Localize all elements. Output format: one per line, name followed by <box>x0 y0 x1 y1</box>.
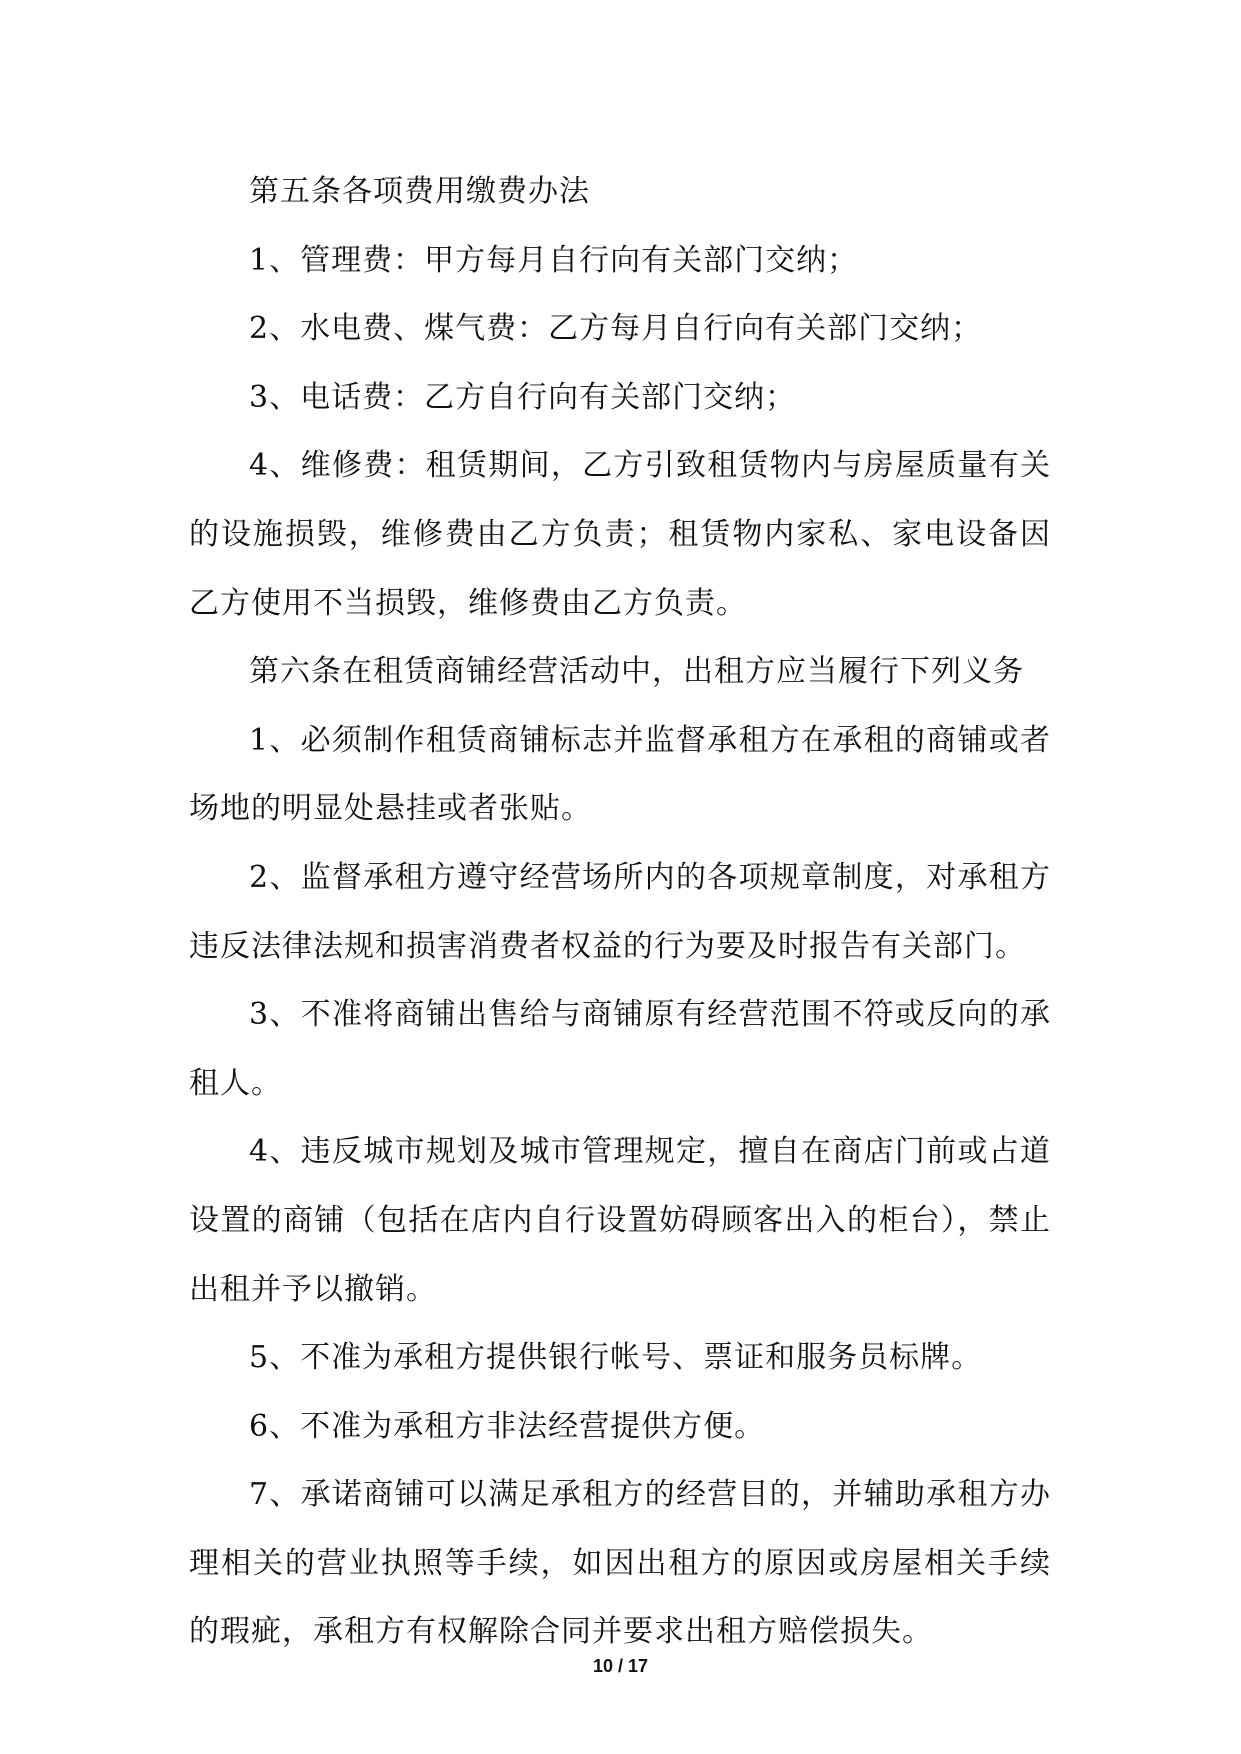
list-item: 7、承诺商铺可以满足承租方的经营目的，并辅助承租方办理相关的营业执照等手续，如因出租方的原因或房屋相关手续的瑕疵，承租方有权解除合同并要求出租方赔偿损失。 <box>189 1477 1051 1650</box>
list-item: 1、必须制作租赁商铺标志并监督承租方在承租的商铺或者场地的明显处悬挂或者张贴。 <box>189 722 1051 827</box>
list-item: 6、不准为承租方非法经营提供方便。 <box>249 1408 766 1444</box>
list-item: 3、不准将商铺出售给与商铺原有经营范围不符或反向的承租人。 <box>189 997 1051 1101</box>
list-item: 3、电话费：乙方自行向有关部门交纳； <box>249 379 797 415</box>
list-item: 4、违反城市规划及城市管理规定，擅自在商店门前或占道设置的商铺（包括在店内自行设置妨碍顾客出入的柜台），禁止出租并予以撤销。 <box>189 1134 1051 1307</box>
page-number: 10 / 17 <box>592 1656 649 1676</box>
list-item: 5、不准为承租方提供银行帐号、票证和服务员标牌。 <box>249 1340 983 1376</box>
list-item: 2、监督承租方遵守经营场所内的各项规章制度，对承租方违反法律法规和损害消费者权益的行为要及时报告有关部门。 <box>189 859 1051 964</box>
list-item: 4、维修费：租赁期间，乙方引致租赁物内与房屋质量有关的设施损毁，维修费由乙方负责；租赁物内家私、家电设备因乙方使用不当损毁，维修费由乙方负责。 <box>189 448 1051 621</box>
list-item: 2、水电费、煤气费：乙方每月自行向有关部门交纳； <box>249 311 983 347</box>
section-heading-article-5: 第五条各项费用缴费办法 <box>249 174 590 209</box>
list-item: 1、管理费：甲方每月自行向有关部门交纳； <box>249 242 859 278</box>
section-heading-article-6: 第六条在租赁商铺经营活动中，出租方应当履行下列义务 <box>249 654 1024 690</box>
document-body <box>189 158 1051 1667</box>
